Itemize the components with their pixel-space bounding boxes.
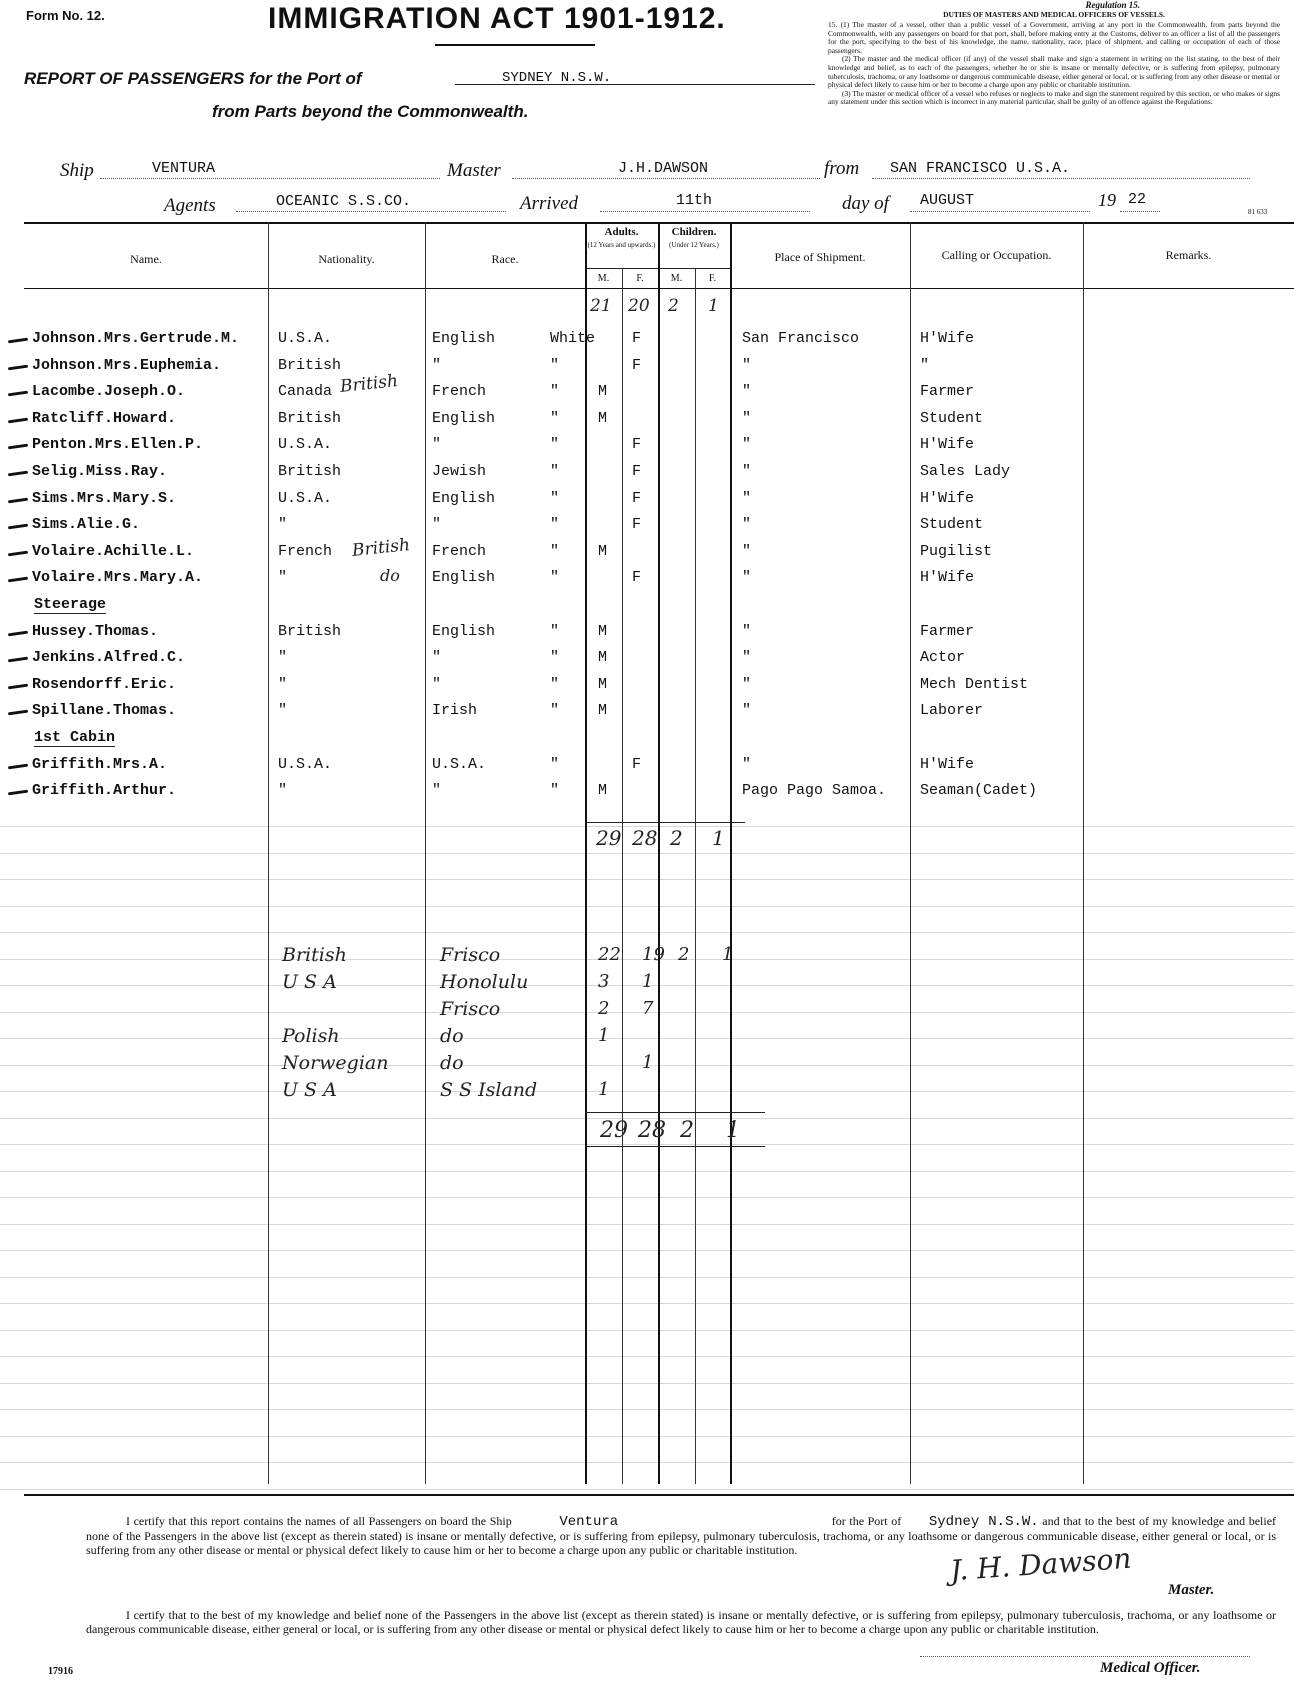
passenger-race-class: " — [550, 490, 560, 507]
ruled-line — [0, 853, 1294, 854]
report-port: SYDNEY N.S.W. — [502, 70, 612, 86]
grand-total-cf: 1 — [726, 1118, 740, 1143]
passenger-place-of-shipment: " — [742, 383, 752, 400]
passenger-adult-male: M — [598, 543, 608, 560]
arrived-day: 11th — [676, 192, 713, 209]
passenger-name: Volaire.Achille.L. — [32, 543, 195, 560]
col-head-children: Children. — [671, 226, 717, 238]
passenger-nationality: " — [278, 649, 288, 666]
passenger-nationality: " — [278, 676, 288, 693]
total-cf: 1 — [712, 826, 725, 850]
passenger-place-of-shipment: " — [742, 649, 752, 666]
annotation-ditto: do — [380, 566, 400, 585]
master-signature: J. H. Dawson — [949, 1541, 1133, 1588]
passenger-occupation: Laborer — [920, 702, 984, 719]
summary-port: Frisco — [440, 998, 501, 1020]
passenger-adult-male: M — [598, 383, 608, 400]
checkmark-icon — [8, 551, 28, 557]
master-name: J.H.DAWSON — [618, 160, 709, 177]
passenger-place-of-shipment: " — [742, 516, 752, 533]
passenger-occupation: H'Wife — [920, 490, 975, 507]
year-line — [1120, 211, 1160, 212]
master-cert-text-c: and that to the best of my knowledge and belief none of the Passengers in the above list (except as therein stated) is insane or mentally defective, or is suffering from epilepsy, pulmonary tuberculosis, trachoma, or any loathsome or dangerous communicable disease, either general or local, or is suffering from any other disease or mental or physical defect likely to cause him or her to become a charge upon any public or charitable institution. — [86, 1514, 1277, 1557]
opening-total-cf: 1 — [708, 296, 719, 316]
passenger-name: Penton.Mrs.Ellen.P. — [32, 436, 204, 453]
summary-port: do — [440, 1052, 464, 1074]
total-af: 28 — [632, 826, 658, 850]
master-cert-text-a: I certify that this report contains the names of all Passengers on board the Ship — [126, 1514, 512, 1528]
master-label: Master — [447, 160, 501, 181]
passenger-name: Johnson.Mrs.Gertrude.M. — [32, 330, 240, 347]
passenger-name: Spillane.Thomas. — [32, 702, 177, 719]
col-head-place: Place of Shipment. — [774, 250, 866, 264]
passenger-nationality: " — [278, 516, 288, 533]
passenger-name: Sims.Alie.G. — [32, 516, 141, 533]
summary-adult-male: 2 — [598, 998, 610, 1019]
form-code: 81 633 — [1248, 208, 1268, 216]
passenger-place-of-shipment: " — [742, 676, 752, 693]
certificate-rule — [24, 1494, 1294, 1496]
col-head-calling: Calling or Occupation. — [941, 248, 1052, 262]
passenger-adult-female: F — [632, 357, 642, 374]
grand-total-rule-bottom — [585, 1146, 765, 1147]
passenger-place-of-shipment: " — [742, 357, 752, 374]
regulation-subheading: DUTIES OF MASTERS AND MEDICAL OFFICERS OF VESSELS. — [943, 10, 1165, 19]
passenger-race: " — [432, 676, 442, 693]
master-cert-ship: Ventura — [559, 1514, 619, 1530]
summary-adult-female: 1 — [642, 971, 654, 992]
col-head-adult-f: F. — [636, 273, 644, 284]
passenger-name: Hussey.Thomas. — [32, 623, 159, 640]
passenger-name: Selig.Miss.Ray. — [32, 463, 168, 480]
medical-officer-label: Medical Officer. — [1100, 1660, 1201, 1676]
passenger-occupation: " — [920, 357, 930, 374]
passenger-nationality: U.S.A. — [278, 436, 333, 453]
ruled-line — [0, 1409, 1294, 1410]
passenger-race-class: " — [550, 357, 560, 374]
summary-nationality: Polish — [282, 1025, 340, 1047]
passenger-race-class: " — [550, 649, 560, 666]
ship-name: VENTURA — [152, 160, 216, 177]
passenger-occupation: Farmer — [920, 383, 975, 400]
section-heading: 1st Cabin — [34, 729, 116, 746]
ruled-line — [0, 1462, 1294, 1463]
passenger-nationality: British — [278, 357, 342, 374]
passenger-race: " — [432, 436, 442, 453]
passenger-race: French — [432, 383, 487, 400]
summary-adult-female: 19 — [642, 944, 665, 965]
passenger-adult-female: F — [632, 516, 642, 533]
ruled-line — [0, 1489, 1294, 1490]
summary-adult-male: 22 — [598, 944, 621, 965]
passenger-nationality: British — [278, 463, 342, 480]
annotation-british-1: British — [339, 371, 399, 397]
summary-port: Honolulu — [440, 971, 529, 993]
regulation-para-1: 15. (1) The master of a vessel, other than a public vessel of a Government, arriving at any port in the Commonwealth, from parts beyond the Commonwealth, with any passengers on board for that port, shall, before making entry at the Customs, deliver to an officer a list of all the passengers for the port, specifying to the best of his knowledge, the name, nationality, race, place of shipment, and calling or occupation of each of those passengers. — [828, 20, 1280, 55]
passenger-nationality: British — [278, 623, 342, 640]
title-underline — [435, 44, 595, 46]
passenger-race-class: " — [550, 463, 560, 480]
checkmark-icon — [8, 710, 28, 716]
col-divider-9 — [1083, 222, 1084, 1484]
passenger-race-class: " — [550, 543, 560, 560]
summary-port: do — [440, 1025, 464, 1047]
agents-label: Agents — [164, 195, 216, 216]
month-line — [910, 211, 1090, 212]
passenger-adult-female: F — [632, 463, 642, 480]
col-head-race: Race. — [491, 252, 519, 266]
col-divider-5 — [658, 222, 660, 1484]
opening-total-cm: 2 — [668, 296, 679, 316]
passenger-race: " — [432, 782, 442, 799]
passenger-race: English — [432, 330, 496, 347]
passenger-occupation: Student — [920, 410, 984, 427]
passenger-race-class: " — [550, 702, 560, 719]
passenger-nationality: " — [278, 569, 288, 586]
form-number: Form No. 12. — [26, 8, 105, 23]
ruled-line — [0, 1224, 1294, 1225]
passenger-nationality: French — [278, 543, 333, 560]
grand-total-am: 29 — [600, 1118, 628, 1143]
col-head-nationality: Nationality. — [318, 252, 375, 266]
arrival-month: AUGUST — [920, 192, 975, 209]
col-divider-2 — [425, 222, 426, 1484]
passenger-race-class: " — [550, 516, 560, 533]
passenger-race: U.S.A. — [432, 756, 487, 773]
passenger-name: Rosendorff.Eric. — [32, 676, 177, 693]
passenger-adult-male: M — [598, 676, 608, 693]
passenger-adult-male: M — [598, 649, 608, 666]
col-head-adults-note: (12 Years and upwards.) — [587, 241, 656, 249]
passenger-adult-male: M — [598, 702, 608, 719]
passenger-occupation: H'Wife — [920, 756, 975, 773]
ruled-line — [0, 1277, 1294, 1278]
passenger-race: French — [432, 543, 487, 560]
ruled-line — [0, 1303, 1294, 1304]
passenger-occupation: Sales Lady — [920, 463, 1011, 480]
master-cert-text-b: for the Port of — [831, 1514, 902, 1528]
annotation-british-2: British — [351, 535, 411, 561]
passenger-place-of-shipment: " — [742, 436, 752, 453]
port-underline — [455, 84, 815, 85]
summary-nationality: U S A — [282, 1079, 337, 1101]
checkmark-icon — [8, 391, 28, 397]
agents-line — [236, 211, 506, 212]
passenger-nationality: British — [278, 410, 342, 427]
total-cm: 2 — [670, 826, 683, 850]
passenger-occupation: Farmer — [920, 623, 975, 640]
master-cert-port: Sydney N.S.W. — [928, 1514, 1039, 1530]
regulation-para-3: (3) The master or medical officer of a vessel who refuses or neglects to make and sign the statement required by this section, or who makes or signs any statement under this section which is incorrect in any material particular, shall be guilty of an offence against the Regulations. — [828, 88, 1280, 107]
checkmark-icon — [8, 498, 28, 504]
ruled-line — [0, 906, 1294, 907]
passenger-occupation: Mech Dentist — [920, 676, 1029, 693]
form-serial: 17916 — [48, 1666, 73, 1677]
checkmark-icon — [8, 657, 28, 663]
passenger-name: Griffith.Mrs.A. — [32, 756, 168, 773]
checkmark-icon — [8, 365, 28, 371]
year-prefix: 19 — [1098, 190, 1116, 210]
act-title: IMMIGRATION ACT 1901-1912. — [268, 2, 726, 35]
ruled-line — [0, 1144, 1294, 1145]
passenger-adult-female: F — [632, 436, 642, 453]
checkmark-icon — [8, 418, 28, 424]
passenger-nationality: Canada — [278, 383, 333, 400]
summary-nationality: British — [282, 944, 347, 966]
col-head-remarks: Remarks. — [1165, 248, 1212, 262]
checkmark-icon — [8, 631, 28, 637]
passenger-race-class: " — [550, 756, 560, 773]
passenger-race: English — [432, 410, 496, 427]
col-head-name: Name. — [130, 252, 162, 266]
passenger-place-of-shipment: " — [742, 490, 752, 507]
passenger-occupation: H'Wife — [920, 330, 975, 347]
opening-total-am: 21 — [590, 296, 612, 316]
passenger-name: Volaire.Mrs.Mary.A. — [32, 569, 204, 586]
ship-line — [100, 178, 440, 179]
passenger-place-of-shipment: " — [742, 410, 752, 427]
passenger-place-of-shipment: " — [742, 543, 752, 560]
passenger-occupation: Pugilist — [920, 543, 993, 560]
ruled-line — [0, 1038, 1294, 1039]
medical-certificate — [86, 1608, 1276, 1636]
passenger-nationality: U.S.A. — [278, 490, 333, 507]
passenger-adult-male: M — [598, 623, 608, 640]
master-line — [512, 178, 820, 179]
passenger-race: English — [432, 623, 496, 640]
year-suffix: 22 — [1128, 191, 1147, 208]
passenger-occupation: H'Wife — [920, 569, 975, 586]
checkmark-icon — [8, 577, 28, 583]
passenger-occupation: Student — [920, 516, 984, 533]
passenger-race: " — [432, 649, 442, 666]
passenger-name: Ratcliff.Howard. — [32, 410, 177, 427]
passenger-name: Sims.Mrs.Mary.S. — [32, 490, 177, 507]
col-head-adults: Adults. — [604, 226, 639, 238]
checkmark-icon — [8, 471, 28, 477]
total-am: 29 — [596, 826, 622, 850]
passenger-nationality: " — [278, 782, 288, 799]
passenger-race: " — [432, 516, 442, 533]
report-title: REPORT OF PASSENGERS for the Port of — [24, 69, 362, 88]
ruled-line — [0, 1436, 1294, 1437]
from-label: from — [824, 158, 860, 179]
passenger-race: Irish — [432, 702, 478, 719]
col-divider-8 — [910, 222, 911, 1484]
passenger-adult-male: M — [598, 782, 608, 799]
col-head-adult-m: M. — [597, 273, 610, 284]
col-divider-6 — [695, 268, 696, 1484]
summary-adult-male: 1 — [598, 1079, 610, 1100]
passenger-place-of-shipment: " — [742, 569, 752, 586]
ruled-line — [0, 932, 1294, 933]
ruled-line — [0, 1091, 1294, 1092]
summary-child-female: 1 — [722, 944, 734, 965]
totals-rule-top — [585, 822, 745, 823]
passenger-nationality: " — [278, 702, 288, 719]
col-head-child-f: F. — [708, 273, 717, 284]
col-divider-1 — [268, 222, 269, 1484]
passenger-place-of-shipment: Pago Pago Samoa. — [742, 782, 887, 799]
from-port: SAN FRANCISCO U.S.A. — [890, 160, 1071, 177]
grand-total-af: 28 — [638, 1118, 666, 1143]
col-divider-4 — [622, 268, 623, 1484]
passenger-race-class: " — [550, 410, 560, 427]
passenger-place-of-shipment: " — [742, 463, 752, 480]
grand-total-rule-top — [585, 1112, 765, 1113]
col-head-children-note: (Under 12 Years.) — [669, 241, 719, 249]
passenger-name: Lacombe.Joseph.O. — [32, 383, 186, 400]
passenger-race: Jewish — [432, 463, 487, 480]
passenger-race-class: " — [550, 782, 560, 799]
passenger-race: " — [432, 357, 442, 374]
passenger-name: Johnson.Mrs.Euphemia. — [32, 357, 222, 374]
ruled-line — [0, 1330, 1294, 1331]
ship-label: Ship — [60, 160, 94, 181]
master-label-bottom: Master. — [1168, 1582, 1215, 1598]
opening-total-af: 20 — [628, 296, 650, 316]
passenger-race: English — [432, 569, 496, 586]
report-subtitle: from Parts beyond the Commonwealth. — [212, 102, 529, 121]
passenger-race-class: " — [550, 676, 560, 693]
passenger-occupation: Actor — [920, 649, 966, 666]
col-divider-3 — [585, 222, 587, 1484]
checkmark-icon — [8, 790, 28, 796]
passenger-nationality: U.S.A. — [278, 756, 333, 773]
passenger-place-of-shipment: " — [742, 623, 752, 640]
checkmark-icon — [8, 524, 28, 530]
passenger-race-class: " — [550, 436, 560, 453]
passenger-occupation: Seaman(Cadet) — [920, 782, 1038, 799]
checkmark-icon — [8, 338, 28, 344]
ruled-line — [0, 879, 1294, 880]
passenger-race-class: White — [550, 330, 596, 347]
passenger-name: Griffith.Arthur. — [32, 782, 177, 799]
ruled-line — [0, 1171, 1294, 1172]
arrived-label: Arrived — [520, 193, 579, 214]
col-head-child-m: M. — [670, 273, 683, 284]
checkmark-icon — [8, 764, 28, 770]
passenger-adult-female: F — [632, 490, 642, 507]
summary-adult-male: 1 — [598, 1025, 610, 1046]
day-of-label: day of — [842, 193, 889, 214]
passenger-adult-male: M — [598, 410, 608, 427]
ruled-line — [0, 1250, 1294, 1251]
regulation-para-2: (2) The master and the medical officer (if any) of the vessel shall make and sign a statement in writing on the list stating, to the best of their knowledge and belief, as to each of the passengers, whether he or she is insane or mentally defective, or is suffering from epilepsy, pulmonary tuberculosis, trachoma, or any loathsome or dangerous communicable disease, either general or local, or is suffering from any other disease or mental or physical defect likely to cause him or her to become a charge upon any public or charitable institution. — [828, 54, 1280, 90]
col-divider-7 — [730, 222, 732, 1484]
passenger-adult-female: F — [632, 330, 642, 347]
passenger-race-class: " — [550, 569, 560, 586]
summary-nationality: Norwegian — [282, 1052, 389, 1074]
summary-nationality: U S A — [282, 971, 337, 993]
grand-total-cm: 2 — [680, 1118, 694, 1143]
passenger-nationality: U.S.A. — [278, 330, 333, 347]
passenger-place-of-shipment: " — [742, 702, 752, 719]
passenger-place-of-shipment: San Francisco — [742, 330, 860, 347]
section-heading: Steerage — [34, 596, 107, 613]
passenger-name: Jenkins.Alfred.C. — [32, 649, 186, 666]
ruled-line — [0, 1356, 1294, 1357]
checkmark-icon — [8, 684, 28, 690]
summary-port: Frisco — [440, 944, 501, 966]
checkmark-icon — [8, 444, 28, 450]
medical-signature-line — [920, 1656, 1250, 1657]
regulation-heading: Regulation 15. — [1085, 0, 1140, 10]
ruled-line — [0, 1383, 1294, 1384]
summary-child-male: 2 — [678, 944, 690, 965]
agents-name: OCEANIC S.S.CO. — [276, 193, 412, 210]
passenger-adult-female: F — [632, 569, 642, 586]
passenger-race: English — [432, 490, 496, 507]
passenger-race-class: " — [550, 383, 560, 400]
medical-cert-text: I certify that to the best of my knowledge and belief none of the Passengers in the above list (except as therein stated) is insane or mentally defective, or is suffering from epilepsy, pulmonary tuberculosis, trachoma, or any loathsome or dangerous communicable disease, either general or local, or is suffering from any other disease or mental or physical defect likely to cause him or her to become a charge upon any public or charitable institution. — [86, 1608, 1276, 1636]
passenger-race-class: " — [550, 623, 560, 640]
summary-adult-female: 7 — [642, 998, 654, 1019]
summary-adult-male: 3 — [598, 971, 610, 992]
summary-adult-female: 1 — [642, 1052, 654, 1073]
from-line — [872, 178, 1250, 179]
regulation-block — [828, 0, 1280, 140]
ruled-line — [0, 1197, 1294, 1198]
arrived-line — [600, 211, 810, 212]
passenger-adult-female: F — [632, 756, 642, 773]
passenger-place-of-shipment: " — [742, 756, 752, 773]
passenger-occupation: H'Wife — [920, 436, 975, 453]
summary-port: S S Island — [440, 1079, 538, 1101]
